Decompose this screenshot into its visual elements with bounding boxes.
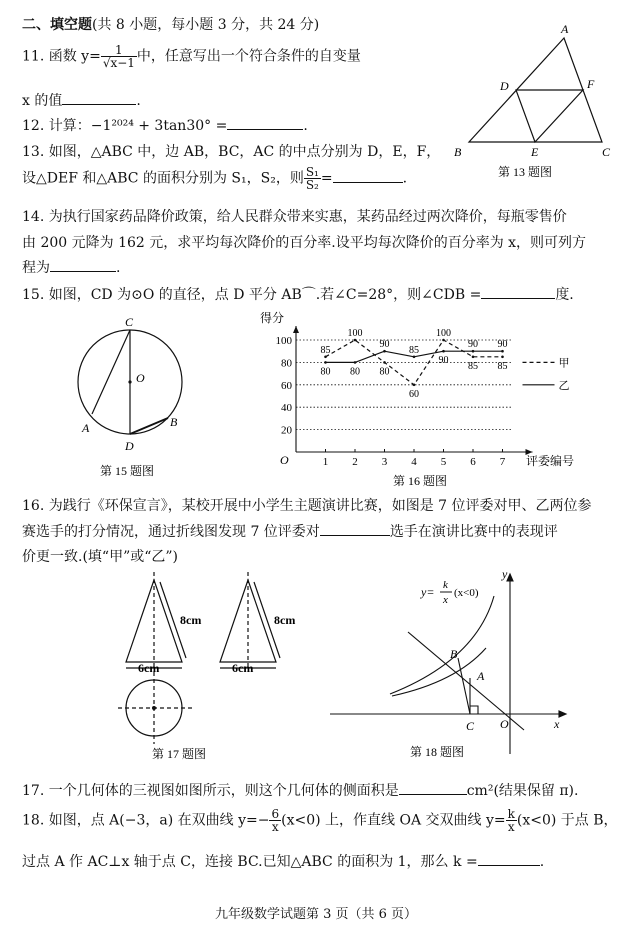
fig18-label-y: y [502,567,508,581]
question-12 [22,115,308,135]
right-angle-mark [470,706,478,714]
fig13-label-e: E [531,145,539,159]
chart-origin: O [280,453,289,467]
label-s1-5: 90 [438,355,449,367]
label-s1-7: 90 [497,339,508,351]
center-dot [128,380,131,383]
q11-answer-blank[interactable] [62,104,136,105]
point-s1-6 [472,350,475,353]
ytick-60: 60 [281,379,292,392]
ytick-80: 80 [281,357,292,370]
fig18-eq-post: (x<0) [454,587,479,599]
q11-post: 中，任意写出一个符合条件的自变量 [136,48,361,65]
q15-text: 15. 如图，CD 为⊙O 的直径，点 D 平分 AB⌒.若∠C=28°，则∠CDB = [22,287,482,303]
point-s0-1 [324,356,327,359]
q14-answer-blank[interactable] [50,271,116,272]
figure-16-chart [258,308,626,490]
fig18-label-x: x [554,717,560,731]
q11-den: √x−1 [102,56,135,70]
q18-line1a: 18. 如图，点 A(−3，a) 在双曲线 y=− [22,812,270,829]
fig18-label-b: B [450,647,458,661]
q18-n2: k [507,807,515,821]
x-axis-arrow [559,711,566,717]
q18-line1b: (x<0) 上，作直线 OA 交双曲线 y= [281,812,506,829]
question-18-line1 [22,808,618,833]
line-oa [408,632,524,730]
q15-answer-blank[interactable] [481,298,555,299]
point-s0-4 [413,384,416,387]
section-header [22,14,319,34]
question-13: 13. 如图，△ABC 中，边 AB，BC，AC 的中点分别为 D，E，F， [22,144,441,160]
q17-pre: 17. 一个几何体的三视图如图所示，则这个几何体的侧面积是 [22,783,399,799]
point-s0-7 [501,356,504,359]
question-13-line2 [22,166,407,191]
question-11 [22,44,361,69]
fig17-caption: 第 17 题图 [152,747,207,761]
q13-eq: = [320,170,333,187]
q18-answer-blank[interactable] [478,865,540,866]
q18-frac1 [269,808,281,833]
ytick-100: 100 [275,335,292,347]
label-s0-1: 85 [320,344,331,356]
legend-label-1: 乙 [558,379,570,392]
q13-answer-blank[interactable] [333,182,403,183]
fig17-base-label-2: 6cm [232,661,254,675]
q18-d1: x [271,820,279,834]
chart-data-labels [321,328,508,400]
xtick-5: 5 [440,456,447,468]
chart-ylabel: 得分 [260,311,285,325]
fig15-label-b: B [170,415,178,429]
q18-end: . [539,854,545,870]
point-s1-4 [413,356,416,359]
label-s0-3: 80 [379,366,390,378]
ytick-40: 40 [281,402,292,415]
fig15-label-c: C [125,315,134,329]
fig13-label-a: A [561,22,569,36]
label-s0-4: 60 [409,388,419,400]
q14-line3: 程为 [22,260,50,276]
fig15-label-d: D [125,439,134,453]
question-16-line3: 价更一致.(填“甲”或“乙”) [22,549,179,565]
fig13-label-f: F [587,77,595,91]
segment-bc [458,658,470,714]
q13-den: S₂ [305,178,319,192]
point-s1-7 [501,350,504,353]
fig17-slant-label-1: 8cm [180,613,202,627]
xtick-4: 4 [411,456,417,468]
section-title: 二、填空题 [22,17,92,33]
q18-frac2 [506,808,517,833]
label-s1-2: 80 [350,366,360,378]
label-s0-5: 100 [436,328,451,339]
question-16-line2 [22,521,558,541]
fig15-label-a: A [82,421,90,435]
fig18-label-a: A [477,669,485,683]
q16-answer-blank[interactable] [320,535,390,536]
question-18-line2 [22,851,544,871]
question-14-line1: 14. 为执行国家药品降价政策，给人民群众带来实惠，某药品经过两次降价，每瓶零售价 [22,209,567,225]
chart-legend [523,356,570,391]
hyperbola-6 [392,648,486,696]
label-s0-2: 100 [347,328,363,339]
fig18-label-c: C [466,719,475,733]
triangle-def [516,90,583,142]
y-axis-arrow [293,326,299,333]
xtick-2: 2 [352,456,358,468]
q18-line2: 过点 A 作 AC⊥x 轴于点 C，连接 BC.已知△ABC 的面积为 1，那么 k = [22,854,478,870]
question-11-line2 [22,90,141,110]
figure-15 [70,312,190,480]
point-s0-5 [442,339,445,342]
fig17-slant-label-2: 8cm [274,613,296,627]
fig15-label-o: O [136,371,145,385]
q17-answer-blank[interactable] [399,794,467,795]
fig18-eq-pre: y= [421,585,435,599]
q14-end: . [116,260,121,276]
point-s0-3 [383,361,386,364]
label-s1-6: 90 [468,339,478,351]
q13-fraction [304,166,321,191]
fig13-label-d: D [500,79,509,93]
label-s1-4: 85 [409,344,419,356]
fig18-eq-den: x [443,594,448,606]
chart-tick-labels [276,335,506,468]
fig15-caption: 第 15 题图 [100,464,155,478]
top-view-center [152,706,156,710]
q17-post: cm²(结果保留 π). [466,783,579,799]
q12-answer-blank[interactable] [227,129,303,130]
y-axis-arrow [507,574,513,581]
label-s0-7: 85 [497,360,508,372]
xtick-1: 1 [322,456,329,468]
figure-18 [326,566,576,762]
q15-end: 度. [555,287,574,303]
fig13-caption: 第 13 题图 [498,165,553,179]
label-s1-1: 80 [320,366,331,378]
point-s0-2 [354,339,357,342]
q11-pre: 11. 函数 y= [22,48,101,65]
legend-label-0: 甲 [558,357,570,370]
point-s1-1 [324,361,327,364]
fig13-label-b: B [454,145,462,159]
xtick-7: 7 [499,456,506,468]
chord-ca [92,330,130,414]
page-footer: 九年级数学试题第 3 页（共 6 页） [214,907,418,922]
chord-db [130,418,168,434]
q11-end: . [136,93,141,109]
fig18-label-o: O [500,717,509,731]
question-14-line3 [22,257,120,277]
label-s0-6: 85 [468,360,478,372]
question-15 [22,284,574,304]
q12-end: . [303,118,308,134]
q11-num: 1 [101,44,137,57]
fig18-eq-num: k [443,579,448,591]
q13-pre: 设△DEF 和△ABC 的面积分别为 S₁，S₂，则 [22,170,304,187]
q18-n1: 6 [271,807,280,821]
question-14-line2: 由 200 元降为 162 元，求平均每次降价的百分率.设平均每次降价的百分率为 x，则可列方 [22,235,587,251]
fig18-caption: 第 18 题图 [410,745,465,759]
figure-17 [112,568,312,763]
q11-fraction [101,44,137,69]
chart-xlabel: 评委编号 [526,454,575,468]
point-s0-6 [472,356,475,359]
q13-end: . [402,170,408,187]
q18-d2: x [507,820,515,834]
point-s1-5 [442,350,445,353]
q18-line1c: (x<0) 于点 B， [516,812,618,829]
point-s1-3 [383,350,386,353]
section-note: (共 8 小题，每小题 3 分，共 24 分) [92,17,320,33]
xtick-6: 6 [470,456,476,468]
question-17 [22,780,578,800]
chart-caption: 第 16 题图 [393,474,448,488]
question-16-line1: 16. 为践行《环保宣言》，某校开展中小学生主题演讲比赛，如图是 7 位评委对甲、乙两位参 [22,498,592,514]
point-s1-2 [354,361,357,364]
fig17-base-label-1: 6cm [138,661,160,675]
q16-line2a: 赛选手的打分情况，通过折线图发现 7 位评委对 [22,524,320,540]
label-s1-3: 90 [379,339,390,351]
ytick-20: 20 [281,424,292,437]
xtick-3: 3 [381,456,388,468]
figure-13 [448,16,624,180]
fig13-label-c: C [602,145,611,159]
q16-line2b: 选手在演讲比赛中的表现评 [389,524,558,540]
q13-num: S₁ [305,165,319,179]
q11-line2: x 的值 [22,93,63,109]
q12-text: 12. 计算：−1²⁰²⁴ + 3tan30° = [22,118,228,134]
